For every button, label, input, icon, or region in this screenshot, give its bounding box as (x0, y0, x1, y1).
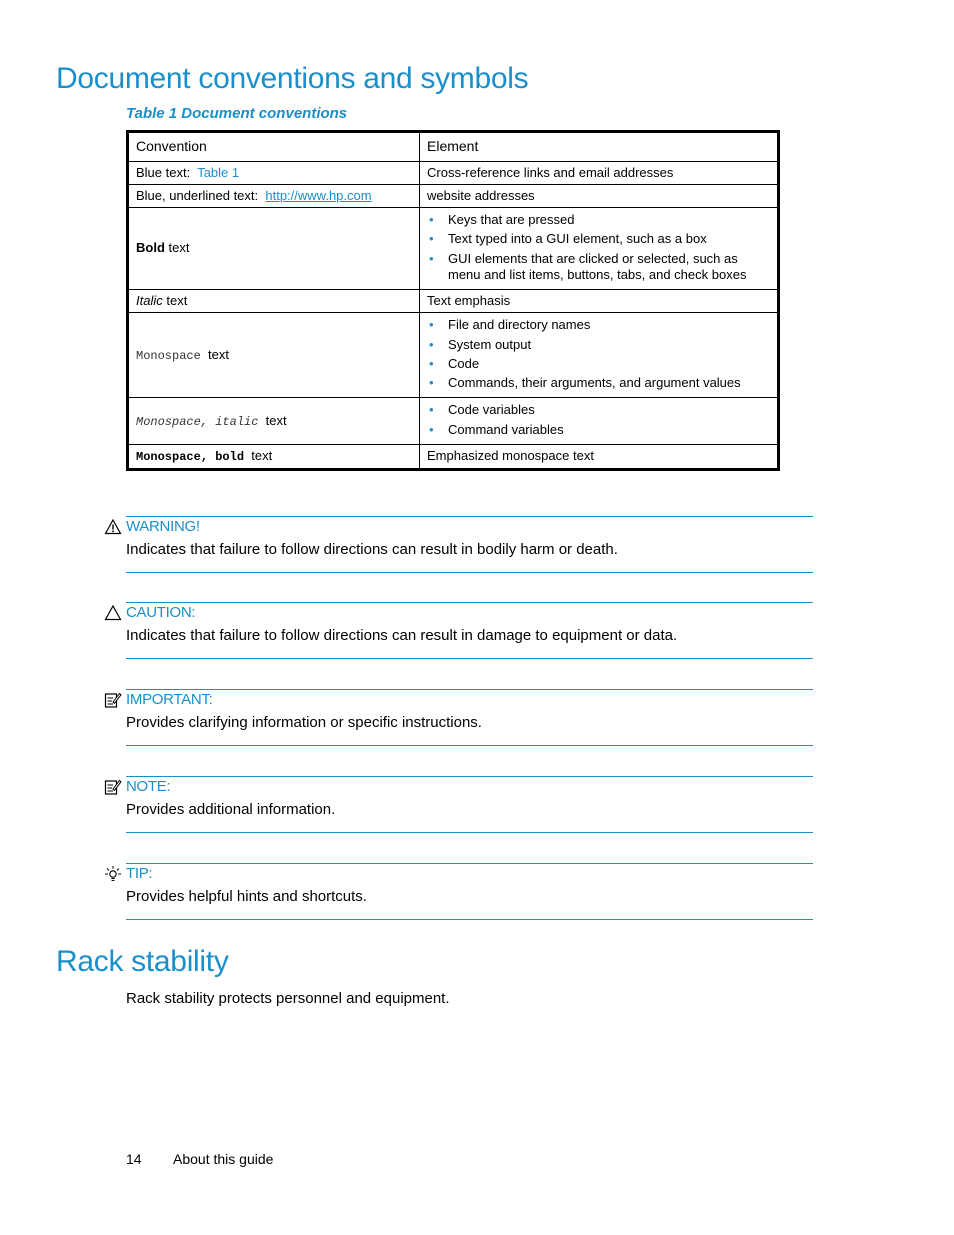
convention-suffix: text (208, 346, 230, 362)
important-text: Provides clarifying information or specific instructions. (126, 714, 482, 731)
important-label: IMPORTANT: (126, 691, 213, 708)
list-item: • Code (427, 356, 770, 372)
table-row (128, 290, 779, 313)
note-pencil-icon (104, 691, 122, 709)
element-list (427, 402, 770, 438)
divider (126, 919, 813, 920)
element-cell: Emphasized monospace text (420, 444, 779, 469)
element-list (427, 317, 770, 391)
caution-text: Indicates that failure to follow directions can result in damage to equipment or data. (126, 627, 678, 644)
table-cross-reference-link[interactable]: Table 1 (197, 164, 240, 180)
caution-triangle-icon (104, 604, 122, 622)
warning-triangle-icon (104, 518, 122, 536)
convention-prefix: Blue, underlined text: (136, 187, 259, 203)
convention-suffix: text (251, 447, 273, 463)
element-cell (420, 398, 779, 445)
element-list (427, 212, 770, 283)
warning-text: Indicates that failure to follow directions can result in bodily harm or death. (126, 541, 618, 558)
divider (126, 776, 813, 777)
italic-sample: Italic (136, 293, 163, 308)
convention-cell (128, 161, 420, 184)
convention-cell (128, 313, 420, 398)
rack-stability-paragraph: Rack stability protects personnel and equipment. (126, 990, 450, 1007)
convention-suffix: text (166, 293, 188, 308)
table-row (128, 313, 779, 398)
divider (126, 516, 813, 517)
list-item: • GUI elements that are clicked or selected, such as menu and list items, buttons, tabs, and check boxes (427, 251, 770, 284)
divider (126, 863, 813, 864)
header-element: Element (420, 132, 779, 162)
important-notice (104, 689, 813, 747)
table-row (128, 398, 779, 445)
tip-text: Provides helpful hints and shortcuts. (126, 888, 367, 905)
list-item: • Commands, their arguments, and argument values (427, 375, 770, 391)
note-text: Provides additional information. (126, 801, 336, 818)
list-item: • Command variables (427, 422, 770, 438)
lightbulb-icon (104, 865, 122, 883)
convention-cell (128, 290, 420, 313)
header-convention: Convention (128, 132, 420, 162)
list-item: • System output (427, 337, 770, 353)
table-caption: Table 1 Document conventions (126, 105, 348, 122)
caution-label: CAUTION: (126, 604, 196, 621)
convention-cell (128, 184, 420, 207)
section-title-rack-stability: Rack stability (56, 945, 229, 978)
table-row (128, 208, 779, 290)
convention-suffix: text (168, 240, 190, 256)
page-number: 14 (126, 1151, 142, 1167)
tip-notice (104, 863, 813, 921)
footer-section-title: About this guide (173, 1151, 274, 1167)
divider (126, 745, 813, 746)
table-row (128, 161, 779, 184)
table-row (128, 184, 779, 207)
table-row (128, 444, 779, 469)
warning-label: WARNING! (126, 518, 200, 535)
convention-cell (128, 444, 420, 469)
list-item: • Code variables (427, 402, 770, 418)
list-item: • File and directory names (427, 317, 770, 333)
divider (126, 602, 813, 603)
section-title-document-conventions: Document conventions and symbols (56, 62, 529, 95)
divider (126, 572, 813, 573)
divider (126, 689, 813, 690)
monospace-bold-sample: Monospace, bold (136, 449, 245, 464)
convention-cell (128, 398, 420, 445)
list-item: • Keys that are pressed (427, 212, 770, 228)
element-cell (420, 313, 779, 398)
divider (126, 658, 813, 659)
monospace-sample: Monospace (136, 348, 201, 363)
convention-prefix: Blue text: (136, 164, 191, 180)
hp-website-link[interactable]: http://www.hp.com (265, 187, 372, 203)
caution-notice (104, 602, 813, 660)
tip-label: TIP: (126, 865, 153, 882)
monospace-italic-sample: Monospace, italic (136, 414, 259, 429)
table-header-row (128, 132, 779, 162)
warning-notice (104, 516, 813, 574)
note-pencil-icon (104, 778, 122, 796)
element-cell (420, 208, 779, 290)
list-item: • Text typed into a GUI element, such as a box (427, 231, 770, 247)
divider (126, 832, 813, 833)
convention-suffix: text (265, 412, 287, 428)
note-label: NOTE: (126, 778, 171, 795)
conventions-table (126, 130, 780, 471)
element-cell: Text emphasis (420, 290, 779, 313)
element-cell: website addresses (420, 184, 779, 207)
convention-cell (128, 208, 420, 290)
bold-sample: Bold (136, 240, 165, 256)
note-notice (104, 776, 813, 834)
element-cell: Cross-reference links and email addresses (420, 161, 779, 184)
